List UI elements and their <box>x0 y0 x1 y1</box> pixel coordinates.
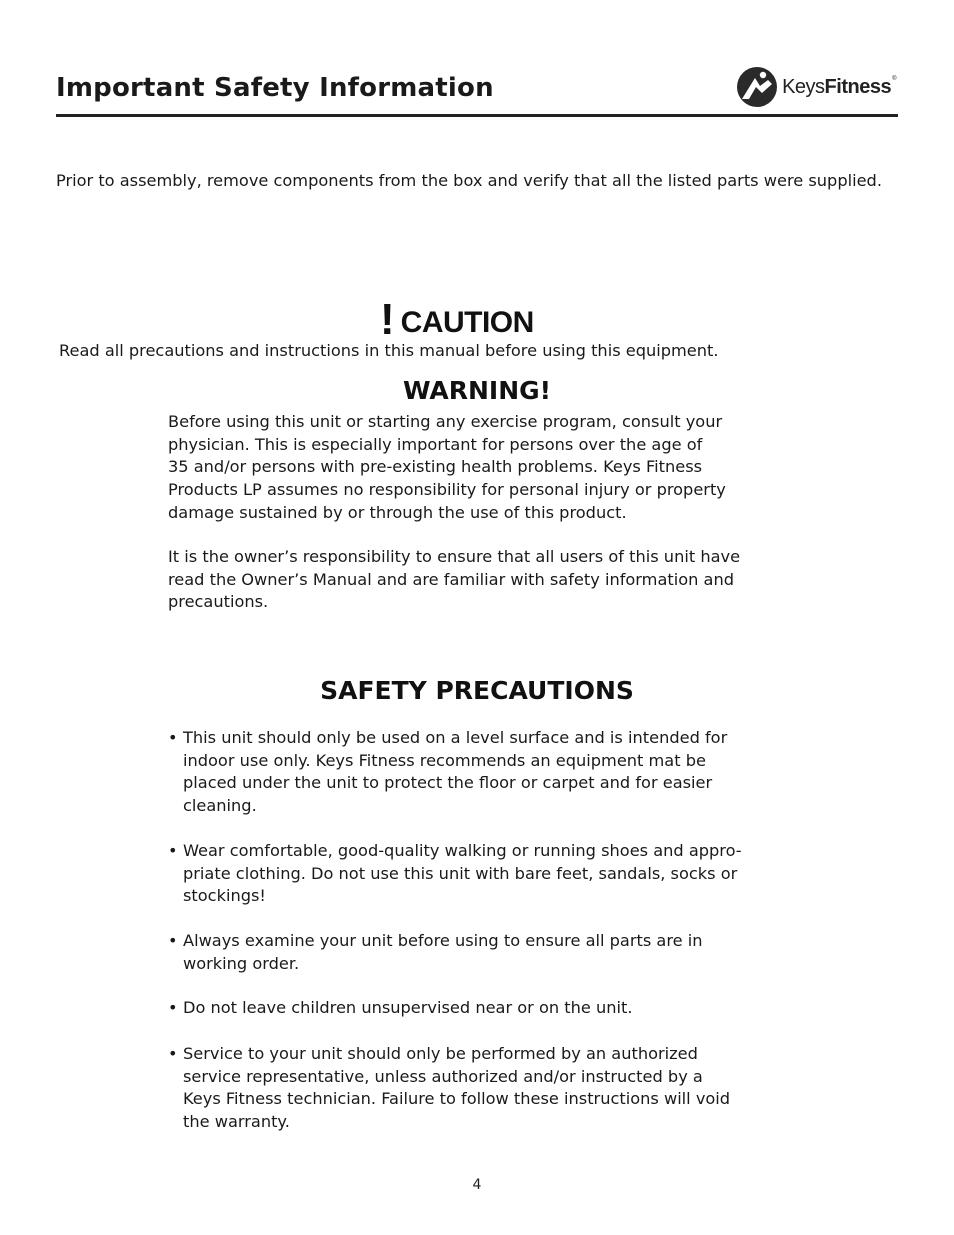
page-number: 4 <box>472 1177 482 1193</box>
safety-list-item <box>168 840 793 908</box>
safety-list-item <box>168 997 793 1020</box>
safety-precautions-title: SAFETY PRECAUTIONS <box>320 676 634 705</box>
logo-brand-regular: Keys <box>782 75 825 98</box>
keys-fitness-logo <box>736 64 896 110</box>
page-header <box>56 62 898 117</box>
safety-list-item <box>168 930 793 975</box>
safety-list-item <box>168 1043 793 1134</box>
bullet-icon: • <box>168 1044 178 1063</box>
exclamation-icon: ! <box>380 295 395 344</box>
caution-heading <box>380 295 534 344</box>
safety-item-text: Do not leave children unsupervised near or on the unit. <box>183 998 633 1017</box>
warning-paragraph-2: It is the owner’s responsibility to ensure that all users of this unit have read the Owner’s Manual and are familiar with safety information and precautions. <box>168 547 741 612</box>
bullet-icon: • <box>168 931 178 950</box>
caution-text: Read all precautions and instructions in this manual before using this equipment. <box>59 341 719 360</box>
warning-paragraph-1: Before using this unit or starting any exercise program, consult your physician. This is especially important for persons over the age of 35 and/or persons with pre-existing health problems. Keys Fitness Products LP assumes no responsibility for personal injury or property damage sustained by or through the use of this product. <box>168 412 726 522</box>
safety-item-text: Always examine your unit before using to ensure all parts are in working order. <box>183 931 703 973</box>
safety-list-item <box>168 727 793 818</box>
intro-paragraph: Prior to assembly, remove components from the box and verify that all the listed parts were supplied. <box>56 171 882 190</box>
safety-item-text: Wear comfortable, good-quality walking or running shoes and appro- priate clothing. Do not use this unit with bare feet, sandals, socks or stockings! <box>183 841 742 906</box>
caution-label: CAUTION <box>400 306 534 339</box>
warning-title: WARNING! <box>402 376 552 405</box>
bullet-icon: • <box>168 841 178 860</box>
page-title: Important Safety Information <box>56 73 494 103</box>
logo-wordmark <box>782 76 896 99</box>
safety-item-text: Service to your unit should only be performed by an authorized service representative, unless authorized and/or instructed by a Keys Fitness technician. Failure to follow these instructions will void the warranty. <box>183 1044 731 1132</box>
logo-brand-bold: Fitness <box>824 75 892 98</box>
bullet-icon: • <box>168 998 178 1017</box>
bullet-icon: • <box>168 728 178 747</box>
keys-fitness-runner-logo-icon <box>736 66 778 108</box>
logo-trademark: ® <box>892 75 896 82</box>
safety-item-text: This unit should only be used on a level surface and is intended for indoor use only. Keys Fitness recommends an equipment mat be placed under the unit to protect the floor or carpet and for easier cleaning. <box>183 728 728 816</box>
